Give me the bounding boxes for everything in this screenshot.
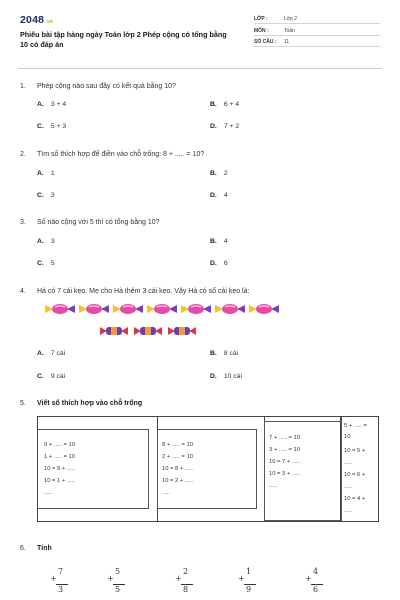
candy-icon	[147, 303, 177, 315]
meta-value: Lớp 2	[284, 16, 298, 22]
option-text: 3	[50, 192, 55, 199]
candy-icon	[215, 303, 245, 315]
option-letter: A.	[37, 350, 44, 357]
table-cell-4	[341, 417, 378, 521]
addend-bottom: 3	[58, 585, 64, 594]
option-text: 6	[223, 260, 228, 267]
q1-option-a[interactable]	[37, 101, 66, 108]
option-letter: B.	[210, 101, 217, 108]
logo-suffix: .vn	[45, 19, 53, 25]
candy-icon	[167, 325, 197, 337]
cell-line[interactable]: 10 = 3 + .....	[269, 471, 300, 477]
option-letter: C.	[37, 373, 44, 380]
question-number: 4.	[20, 288, 26, 295]
site-logo[interactable]	[20, 14, 53, 26]
option-letter: B.	[210, 350, 217, 357]
option-letter: A.	[37, 238, 44, 245]
worksheet-header	[20, 14, 380, 62]
q3-option-b[interactable]	[210, 238, 228, 245]
option-letter: D.	[210, 123, 217, 130]
cell-line[interactable]: 1 + ..... = 10	[44, 454, 75, 460]
question-number: 5.	[20, 400, 26, 407]
addend-top: 4	[313, 567, 319, 576]
option-letter: B.	[210, 238, 217, 245]
q4-option-a[interactable]	[37, 350, 65, 357]
option-letter: C.	[37, 192, 44, 199]
cell-line[interactable]: 10	[344, 434, 351, 440]
meta-key: LỚP :	[254, 16, 268, 22]
option-letter: D.	[210, 192, 217, 199]
cell-line[interactable]: 10 = 6 +	[344, 472, 366, 478]
meta-key: MÔN :	[254, 27, 269, 34]
table-cell-1	[38, 417, 158, 521]
cell-line[interactable]: 10 = 2 + .....	[162, 478, 193, 484]
meta-info	[254, 14, 380, 49]
option-letter: B.	[210, 170, 217, 177]
vertical-addition-4	[238, 563, 262, 599]
option-text: 3	[50, 238, 55, 245]
meta-value: Toán	[284, 27, 295, 34]
plus-sign: +	[107, 574, 114, 583]
question-text: Hà có 7 cái kẹo. Mẹ cho Hà thêm 3 cái kẹo. Vậy Hà có số cái kẹo là:	[37, 288, 250, 295]
cell-line[interactable]: .....	[344, 460, 353, 466]
option-text: 2	[223, 170, 228, 177]
q2-option-c[interactable]	[37, 192, 55, 199]
candy-icon	[113, 303, 143, 315]
candy-icon	[181, 303, 211, 315]
option-letter: A.	[37, 170, 44, 177]
meta-value: 11	[284, 39, 290, 45]
question-number: 6.	[20, 545, 26, 552]
meta-row-subject	[254, 26, 380, 36]
candy-icon	[79, 303, 109, 315]
option-text: 3 + 4	[50, 101, 67, 108]
logo-text: 2048	[20, 14, 45, 26]
addend-bottom: 5	[115, 585, 121, 594]
candy-icon	[45, 303, 75, 315]
cell-box	[341, 417, 378, 521]
option-letter: D.	[210, 373, 217, 380]
option-letter: A.	[37, 101, 44, 108]
plus-sign: +	[305, 574, 312, 583]
q2-option-d[interactable]	[210, 192, 228, 199]
addend-bottom: 6	[313, 585, 319, 594]
addend-bottom: 8	[183, 585, 189, 594]
cell-line[interactable]: .....	[344, 484, 353, 490]
fill-in-table	[37, 416, 379, 522]
cell-line[interactable]: 10 = 4 +	[344, 496, 366, 502]
cell-line[interactable]: 10 = 9 + .....	[44, 466, 75, 472]
cell-line[interactable]: .....	[269, 483, 278, 489]
question-text: Tính	[37, 545, 52, 552]
worksheet-title: Phiếu bài tập hàng ngày Toán lớp 2 Phép cộng có tổng bằng 10 có đáp án	[20, 30, 227, 49]
question-number: 1.	[20, 83, 26, 90]
q3-option-a[interactable]	[37, 238, 55, 245]
option-text: 10 cái	[223, 373, 242, 380]
question-text: Tìm số thích hợp để điền vào chỗ trống: 8 + ..... = 10?	[37, 151, 205, 158]
question-text: Số nào cộng với 5 thì có tổng bằng 10?	[37, 219, 160, 226]
header-divider	[18, 68, 382, 69]
meta-row-class	[254, 14, 380, 24]
table-cell-3	[265, 417, 341, 521]
vertical-addition-3	[175, 563, 199, 599]
addend-top: 7	[58, 567, 64, 576]
vertical-addition-1	[50, 563, 74, 599]
candy-row-1	[45, 303, 279, 315]
option-text: 9 cái	[50, 373, 66, 380]
option-text: 4	[223, 192, 228, 199]
candy-icon	[133, 325, 163, 337]
q2-option-a[interactable]	[37, 170, 55, 177]
option-letter: C.	[37, 260, 44, 267]
question-number: 2.	[20, 151, 26, 158]
vertical-addition-5	[305, 563, 329, 599]
option-text: 5	[50, 260, 55, 267]
q3-option-c[interactable]	[37, 260, 55, 267]
option-text: 8 cái	[223, 350, 239, 357]
addend-bottom: 9	[246, 585, 252, 594]
cell-line[interactable]: 10 = 1 + .....	[44, 478, 75, 484]
q1-option-c[interactable]	[37, 123, 66, 130]
option-text: 4	[223, 238, 228, 245]
option-letter: C.	[37, 123, 44, 130]
option-text: 1	[50, 170, 55, 177]
q1-option-b[interactable]	[210, 101, 239, 108]
addend-top: 2	[183, 567, 189, 576]
cell-line[interactable]: 10 = 8 + .....	[162, 466, 193, 472]
q1-option-d[interactable]	[210, 123, 239, 130]
candy-icon	[99, 325, 129, 337]
plus-sign: +	[50, 574, 57, 583]
cell-line[interactable]: .....	[44, 490, 53, 496]
candy-row-2	[99, 325, 197, 337]
plus-sign: +	[175, 574, 182, 583]
q4-option-c[interactable]	[37, 373, 65, 380]
meta-row-count	[254, 37, 380, 47]
table-cell-2	[158, 417, 265, 521]
q4-option-b[interactable]	[210, 350, 238, 357]
plus-sign: +	[238, 574, 245, 583]
addend-top: 5	[115, 567, 121, 576]
vertical-addition-2	[107, 563, 131, 599]
cell-line[interactable]: .....	[344, 508, 353, 514]
cell-line[interactable]: .....	[162, 490, 171, 496]
cell-line[interactable]: 9 + ..... = 10	[44, 442, 75, 448]
meta-key: SỐ CÂU :	[254, 39, 277, 45]
cell-line[interactable]: 7 + ..... = 10	[269, 435, 300, 441]
cell-line[interactable]: 2 + ..... = 10	[162, 454, 193, 460]
option-text: 7 + 2	[223, 123, 240, 130]
question-text: Viết số thích hợp vào chỗ trống	[37, 400, 143, 407]
cell-line[interactable]: 5 + ..... =	[344, 423, 367, 429]
q4-option-d[interactable]	[210, 373, 242, 380]
candy-icon	[249, 303, 279, 315]
option-letter: D.	[210, 260, 217, 267]
cell-line[interactable]: 8 + ..... = 10	[162, 442, 193, 448]
option-text: 7 cái	[50, 350, 66, 357]
option-text: 6 + 4	[223, 101, 240, 108]
q3-option-d[interactable]	[210, 260, 228, 267]
addend-top: 1	[246, 567, 252, 576]
q2-option-b[interactable]	[210, 170, 228, 177]
question-number: 3.	[20, 219, 26, 226]
option-text: 5 + 3	[50, 123, 67, 130]
cell-line[interactable]: 3 + ..... = 10	[269, 447, 300, 453]
question-text: Phép cộng nào sau đây có kết quả bằng 10?	[37, 83, 176, 90]
cell-line[interactable]: 10 = 7 + .....	[269, 459, 300, 465]
cell-line[interactable]: 10 = 5 +	[344, 448, 366, 454]
